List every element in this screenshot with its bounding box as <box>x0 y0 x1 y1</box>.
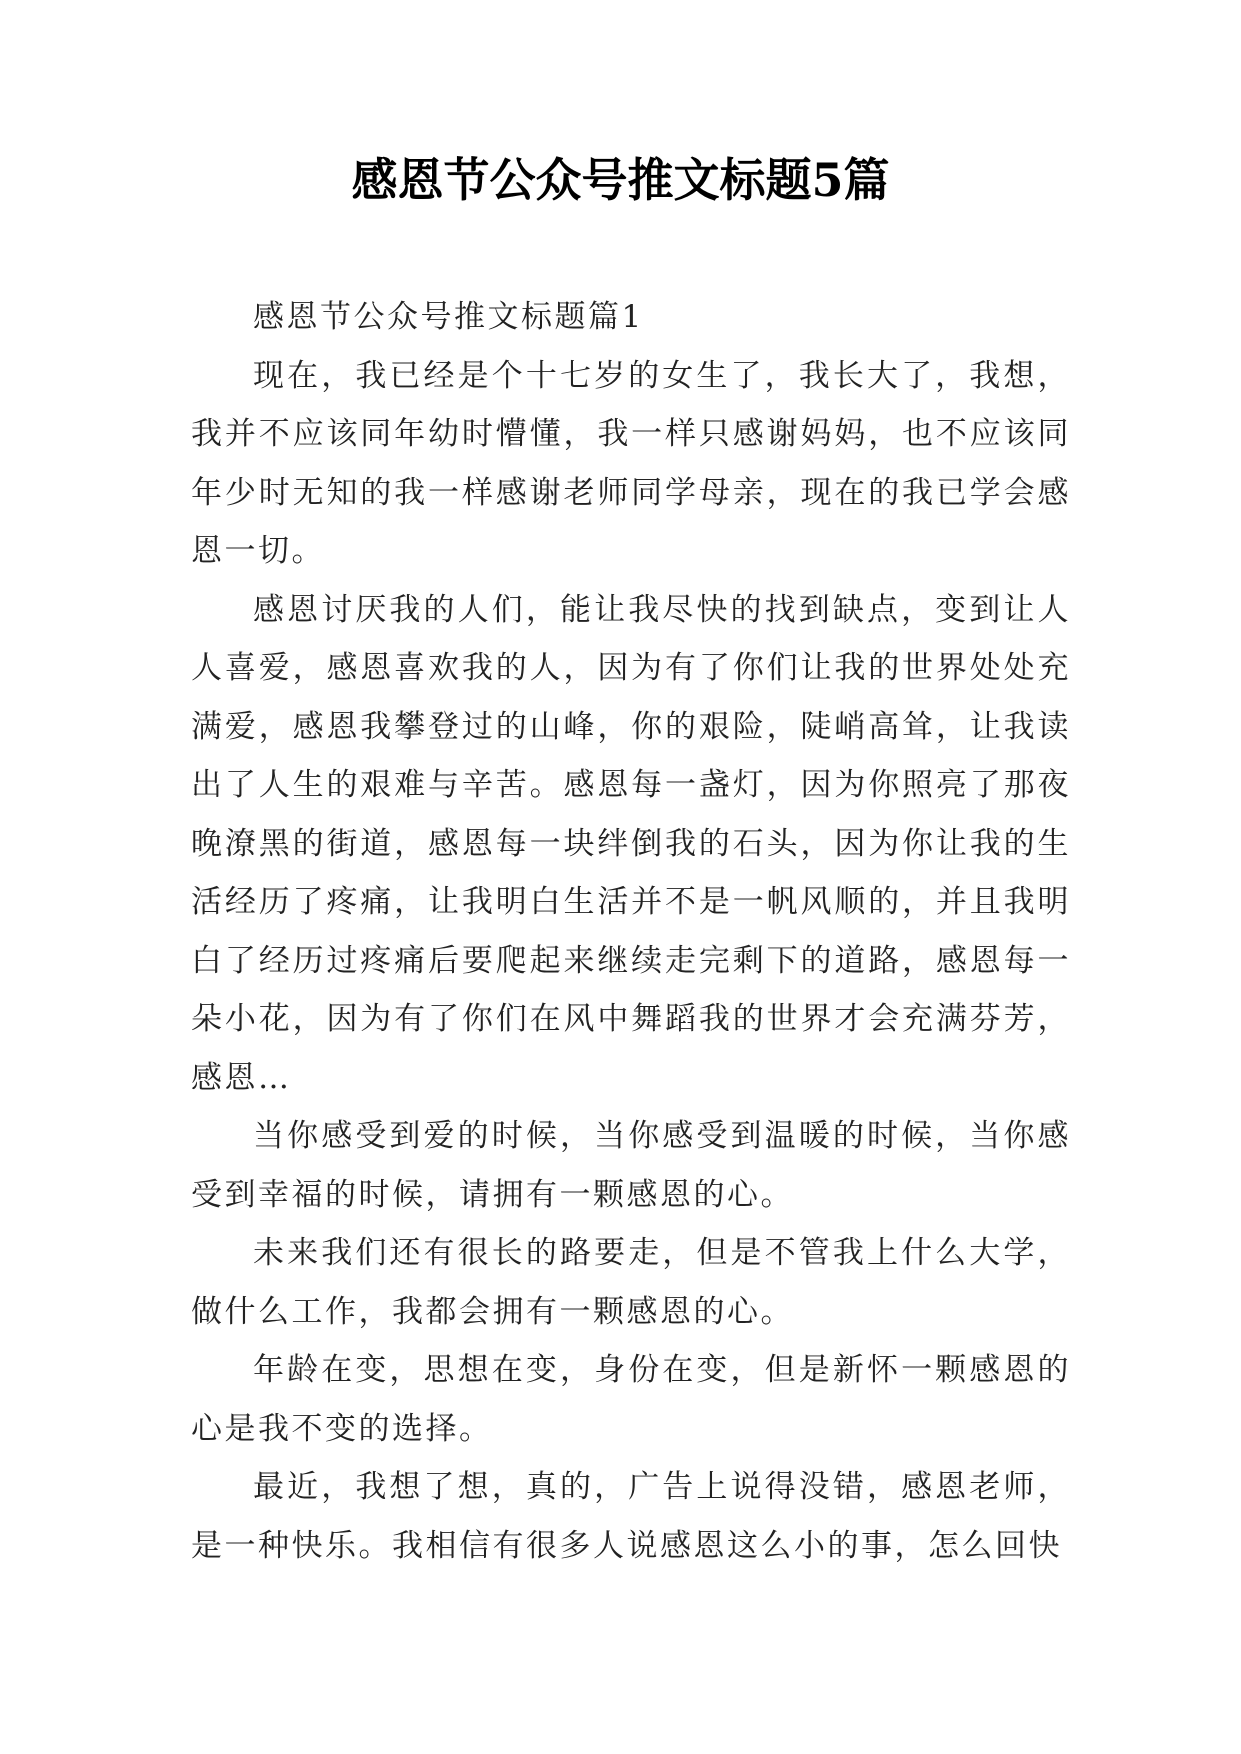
section-heading: 感恩节公众号推文标题篇1 <box>253 299 644 335</box>
paragraph: 未来我们还有很长的路要走，但是不管我上什么大学，做什么工作，我都会拥有一颗感恩的心。 <box>191 1235 1071 1330</box>
paragraph: 年龄在变，思想在变，身份在变，但是新怀一颗感恩的心是我不变的选择。 <box>191 1352 1071 1447</box>
paragraph: 现在，我已经是个十七岁的女生了，我长大了，我想，我并不应该同年幼时懵懂，我一样只感谢妈妈，也不应该同年少时无知的我一样感谢老师同学母亲，现在的我已学会感恩一切。 <box>191 357 1071 569</box>
paragraph: 最近，我想了想，真的，广告上说得没错，感恩老师，是一种快乐。我相信有很多人说感恩这么小的事，怎么回快 <box>191 1469 1071 1564</box>
paragraph: 当你感受到爱的时候，当你感受到温暖的时候，当你感受到幸福的时候，请拥有一颗感恩的心。 <box>191 1118 1071 1213</box>
paragraph: 感恩讨厌我的人们，能让我尽快的找到缺点，变到让人人喜爱，感恩喜欢我的人，因为有了你们让我的世界处处充满爱，感恩我攀登过的山峰，你的艰险，陡峭高耸，让我读出了人生的艰难与辛苦。感恩每一盏灯，因为你照亮了那夜晚潦黑的街道，感恩每一块绊倒我的石头，因为你让我的生活经历了疼痛，让我明白生活并不是一帆风顺的，并且我明白了经历过疼痛后要爬起来继续走完剩下的道路，感恩每一朵小花，因为有了你们在风中舞蹈我的世界才会充满芬芳，感恩… <box>191 591 1071 1096</box>
document-title: 感恩节公众号推文标题5篇 <box>351 153 890 207</box>
document-body <box>191 288 1071 1575</box>
